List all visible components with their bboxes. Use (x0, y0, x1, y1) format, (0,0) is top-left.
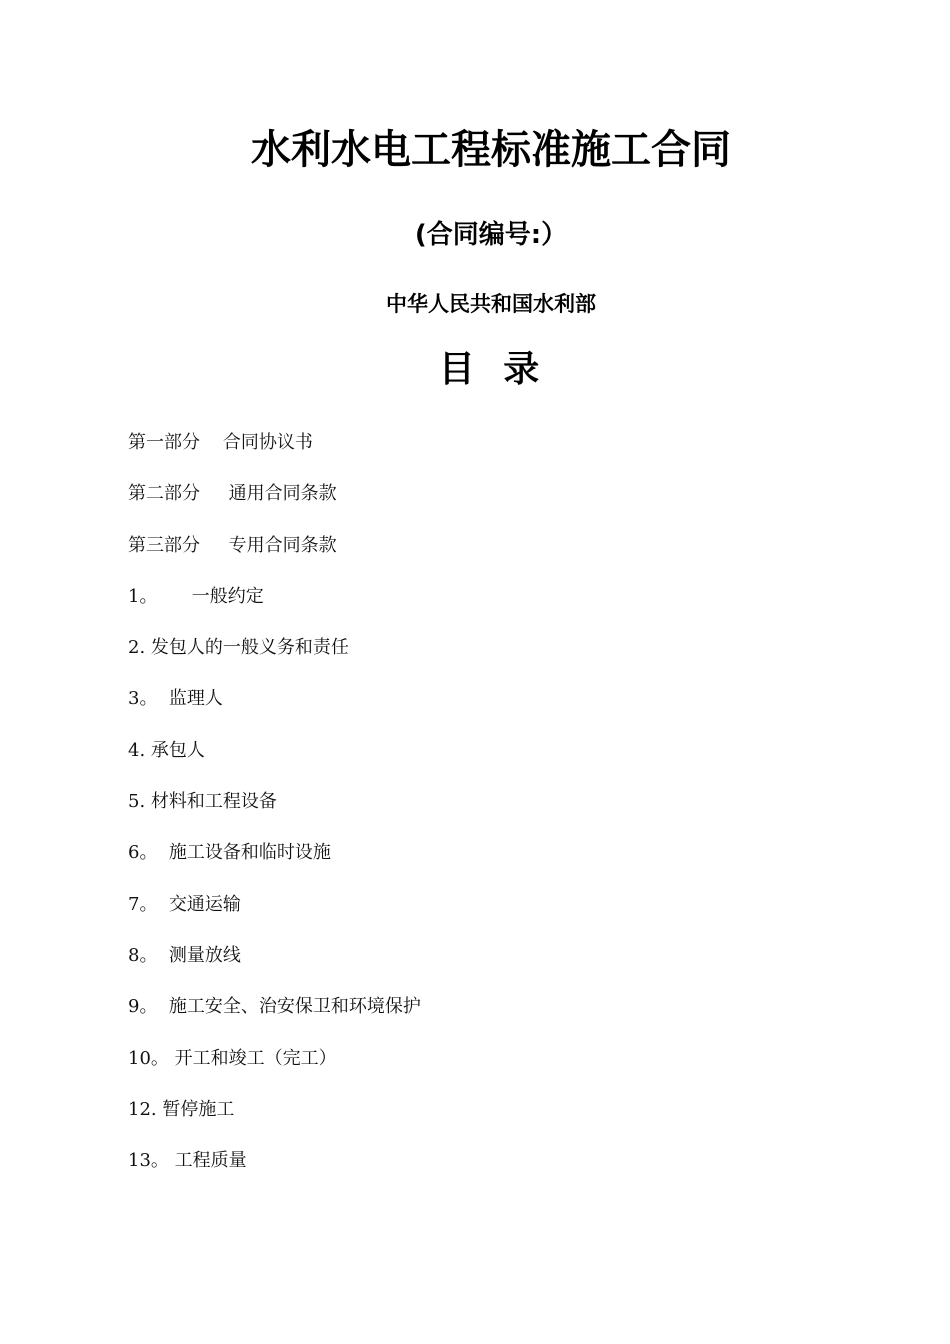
table-of-contents (128, 428, 421, 1197)
toc-item: 5. 材料和工程设备 (128, 791, 277, 813)
toc-item: 7。 交通运输 (128, 893, 241, 915)
toc-item: 8。 测量放线 (128, 944, 241, 966)
toc-item: 1。 一般约定 (128, 585, 264, 607)
toc-item: 2. 发包人的一般义务和责任 (128, 637, 349, 659)
toc-item: 9。 施工安全、治安保卫和环境保护 (128, 996, 421, 1018)
toc-item: 6。 施工设备和临时设施 (128, 842, 331, 864)
toc-item: 3。 监理人 (128, 688, 223, 710)
toc-item: 10。 开工和竣工（完工） (128, 1047, 337, 1069)
document-title: 水利水电工程标准施工合同 (251, 127, 731, 173)
toc-item: 12. 暂停施工 (128, 1098, 235, 1120)
issuer: 中华人民共和国水利部 (386, 292, 596, 316)
toc-item: 13。 工程质量 (128, 1150, 247, 1172)
toc-item: 第一部分 合同协议书 (128, 432, 313, 453)
toc-item: 4. 承包人 (128, 739, 205, 761)
toc-item: 第三部分 专用合同条款 (128, 534, 337, 556)
toc-item: 第二部分 通用合同条款 (128, 483, 337, 505)
contract-number: (合同编号:） (414, 220, 568, 250)
toc-heading: 目 录 (438, 349, 548, 390)
